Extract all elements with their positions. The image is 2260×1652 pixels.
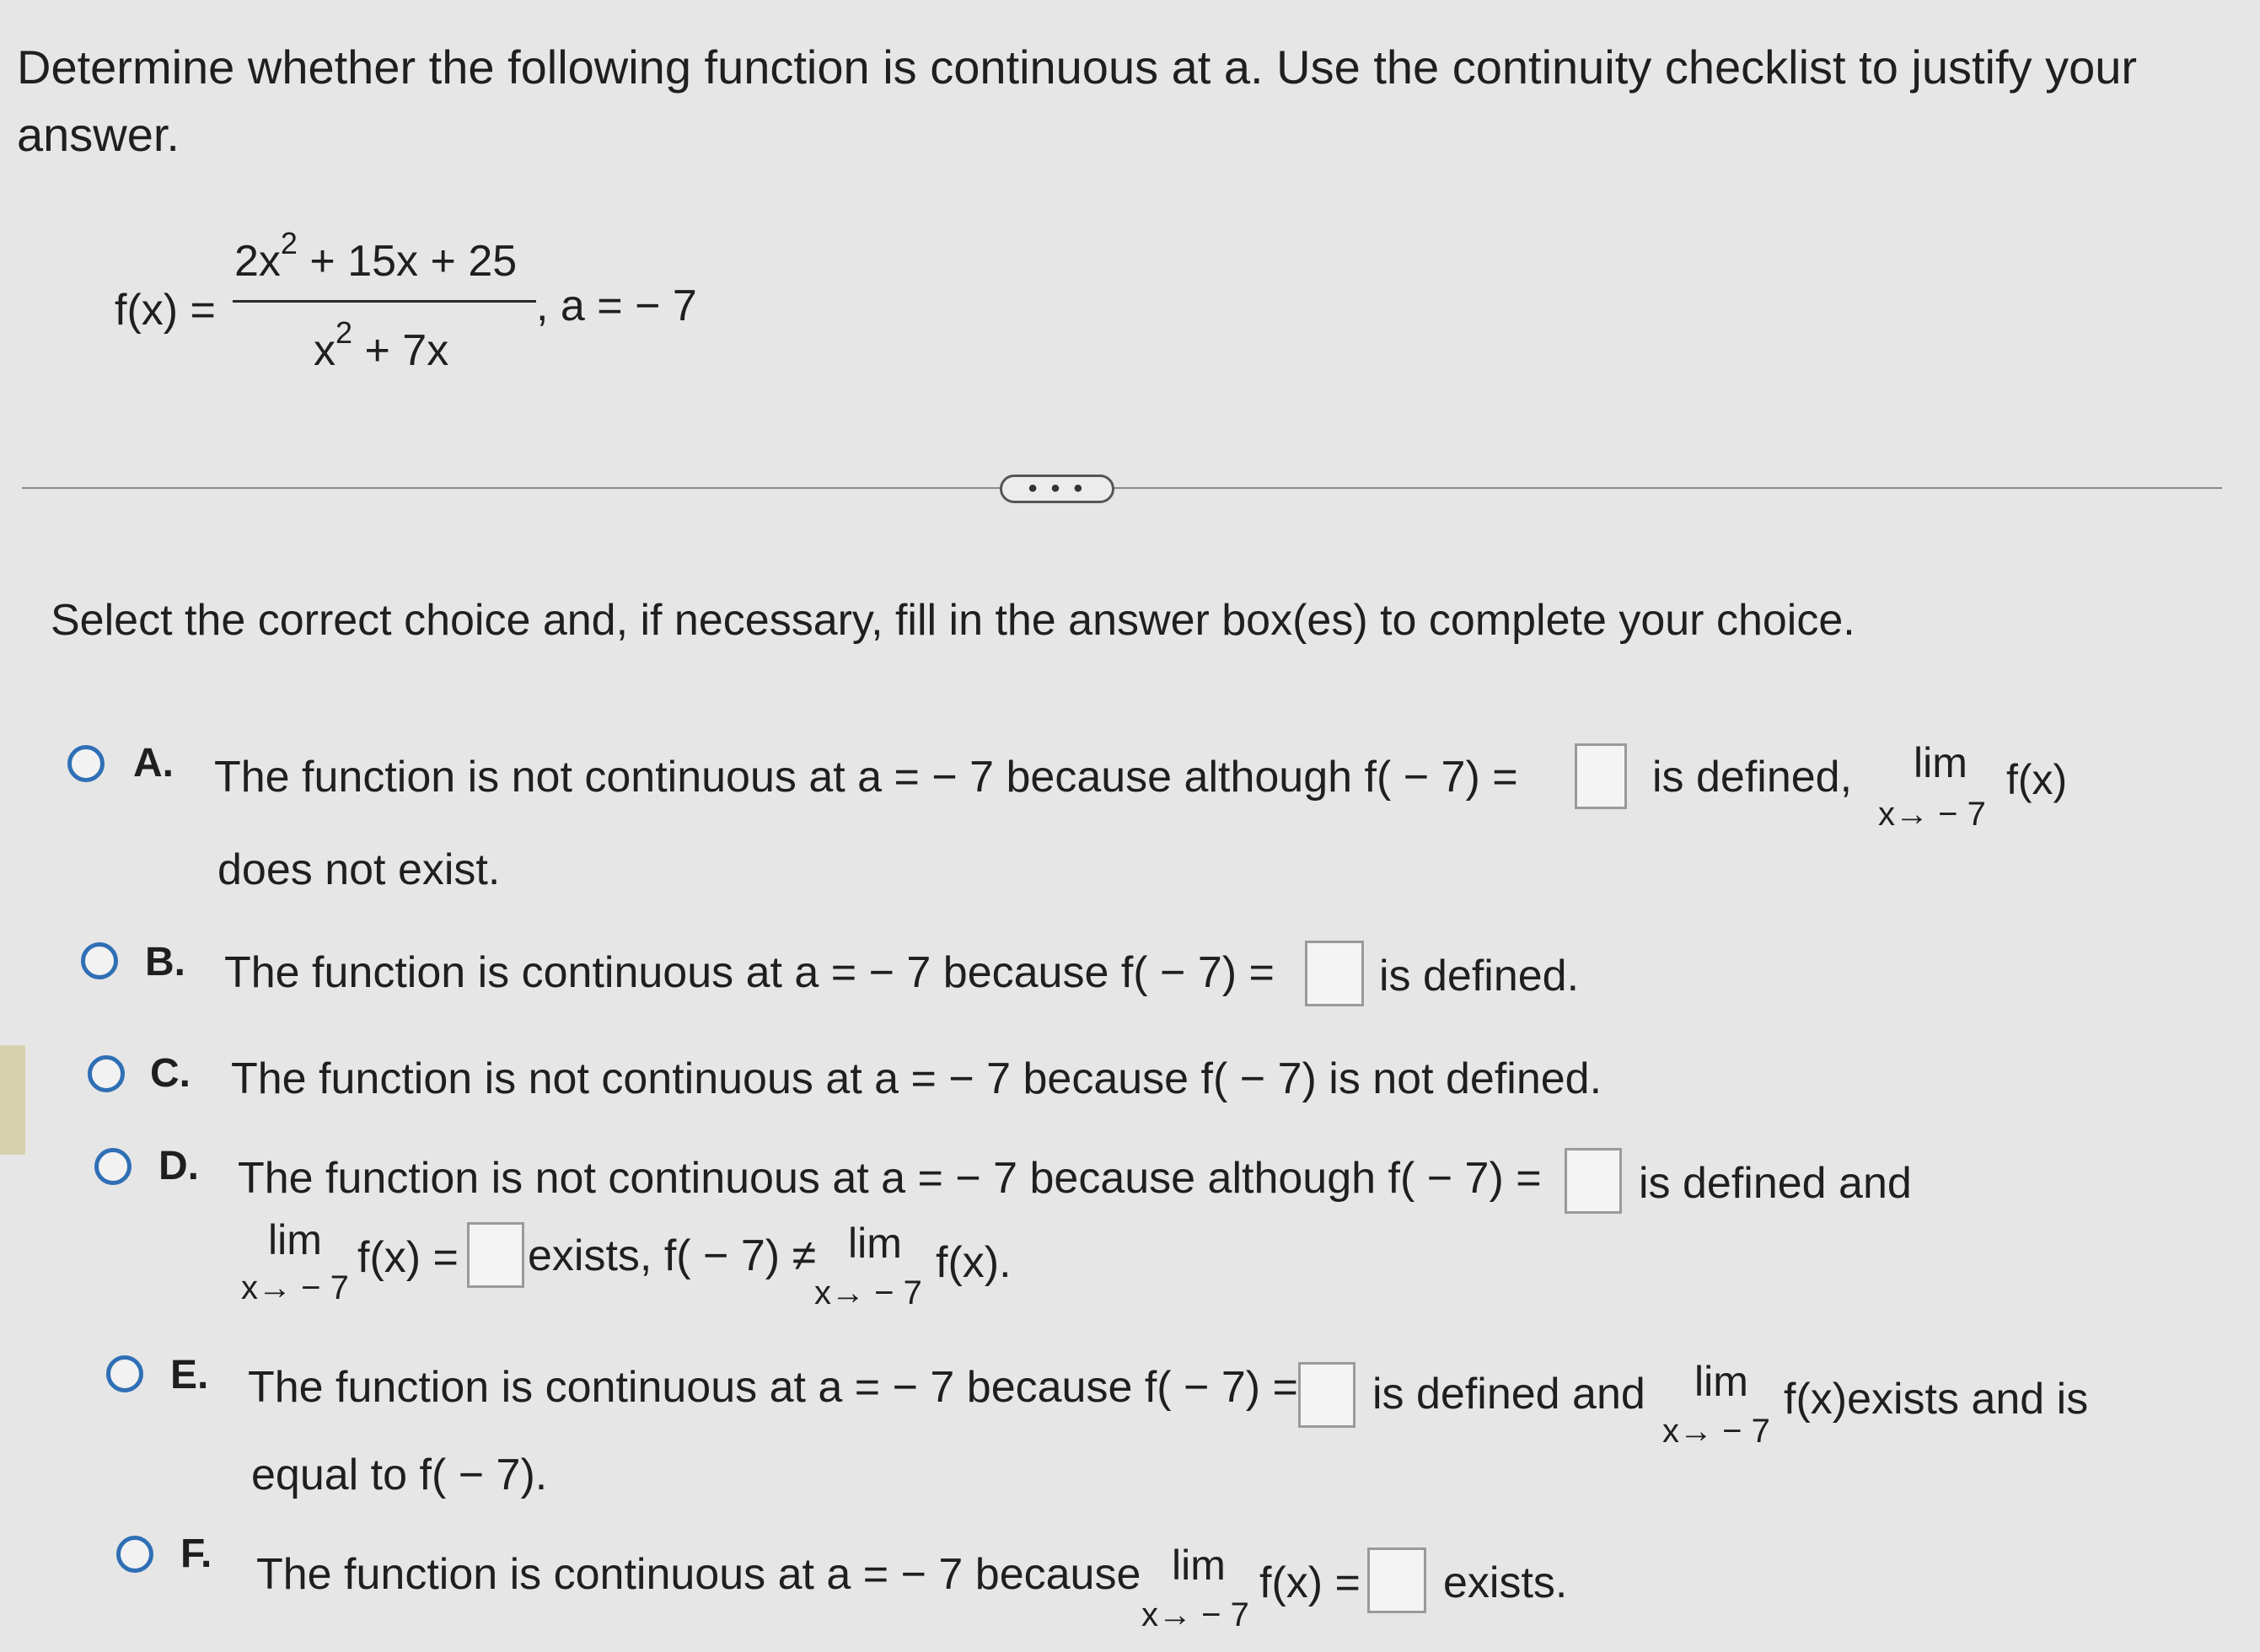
- section-divider: [22, 487, 2222, 489]
- choice-d-lim-1-sub: x→ − 7: [241, 1269, 349, 1306]
- choice-e-defined: is defined and: [1372, 1370, 1645, 1419]
- choice-a-letter: A.: [133, 741, 174, 786]
- numerator-rest: + 15x + 25: [309, 237, 518, 286]
- choice-e-answer-box[interactable]: [1298, 1362, 1355, 1428]
- choice-a-fx: f(x): [2006, 756, 2068, 803]
- choice-d-fx: f(x) =: [357, 1233, 459, 1282]
- numerator-main: 2x: [234, 237, 281, 286]
- choice-a-text: The function is not continuous at a = − 7 because although f( − 7) =: [214, 753, 1518, 802]
- choice-a-answer-box[interactable]: [1575, 743, 1627, 809]
- denominator: [314, 315, 449, 376]
- choice-d-defined: is defined and: [1639, 1159, 1912, 1208]
- instruction-text: Select the correct choice and, if necessary, fill in the answer box(es) to complete your choice.: [51, 596, 1855, 645]
- choice-d-answer-box-2[interactable]: [467, 1222, 524, 1288]
- denominator-rest: + 7x: [364, 326, 449, 375]
- choice-d-fx-end: f(x).: [936, 1238, 1012, 1287]
- choice-b-answer-box[interactable]: [1305, 941, 1364, 1006]
- choice-d-lim-2: lim: [848, 1220, 902, 1267]
- choice-f-text: The function is continuous at a = − 7 because: [256, 1550, 1141, 1599]
- choice-c-letter: C.: [150, 1051, 191, 1096]
- choice-f-exists: exists.: [1443, 1558, 1568, 1607]
- denominator-exponent: 2: [336, 315, 353, 350]
- choice-d-lim-1: lim: [268, 1216, 322, 1263]
- choice-a-radio[interactable]: [67, 745, 105, 782]
- choice-e-lim: lim: [1694, 1358, 1748, 1405]
- question-prompt: Determine whether the following function is continuous at a. Use the continuity checklist to justify your answer.: [17, 40, 2138, 161]
- function-label: f(x) =: [115, 286, 216, 335]
- fraction-bar: [233, 300, 536, 303]
- choice-e-text: The function is continuous at a = − 7 because f( − 7) =: [248, 1363, 1298, 1412]
- choice-a-text-line2: does not exist.: [217, 845, 501, 894]
- choice-f-fx: f(x) =: [1259, 1558, 1361, 1607]
- choice-b-letter: B.: [145, 940, 185, 984]
- choice-e-radio[interactable]: [106, 1355, 143, 1392]
- choice-f-lim-sub: x→ − 7: [1141, 1596, 1249, 1633]
- choice-d-answer-box-1[interactable]: [1565, 1148, 1622, 1214]
- choice-f-answer-box[interactable]: [1367, 1547, 1426, 1613]
- choice-c-radio[interactable]: [88, 1055, 125, 1092]
- choice-d-lim-2-sub: x→ − 7: [814, 1274, 922, 1311]
- choice-b-defined: is defined.: [1379, 952, 1580, 1000]
- choice-a-defined: is defined,: [1652, 753, 1853, 802]
- choice-d-exists: exists, f( − 7) ≠: [528, 1231, 817, 1280]
- choice-f-radio[interactable]: [116, 1536, 153, 1573]
- choice-e-lim-sub: x→ − 7: [1662, 1413, 1770, 1450]
- numerator-exponent: 2: [280, 226, 298, 260]
- choice-e-letter: E.: [170, 1353, 209, 1397]
- choice-b-text: The function is continuous at a = − 7 because f( − 7) =: [224, 948, 1275, 997]
- choice-d-text: The function is not continuous at a = − 7 because although f( − 7) =: [238, 1154, 1542, 1203]
- denominator-main: x: [314, 326, 336, 375]
- choice-a-lim: lim: [1914, 739, 1967, 786]
- choice-b-radio[interactable]: [81, 942, 118, 979]
- choice-f-lim: lim: [1172, 1542, 1226, 1589]
- choice-d-letter: D.: [158, 1144, 199, 1188]
- edge-stripe: [0, 1045, 25, 1155]
- choice-e-fx: f(x)exists and is: [1784, 1375, 2089, 1424]
- choice-d-radio[interactable]: [94, 1148, 132, 1185]
- a-value: , a = − 7: [536, 282, 697, 330]
- choice-f-letter: F.: [180, 1531, 212, 1576]
- numerator: [234, 226, 518, 287]
- more-button[interactable]: • • •: [1000, 475, 1114, 503]
- choice-a-lim-sub: x→ − 7: [1878, 796, 1986, 833]
- choice-c-text: The function is not continuous at a = − 7 because f( − 7) is not defined.: [231, 1054, 1602, 1103]
- choice-e-text-line2: equal to f( − 7).: [251, 1451, 548, 1499]
